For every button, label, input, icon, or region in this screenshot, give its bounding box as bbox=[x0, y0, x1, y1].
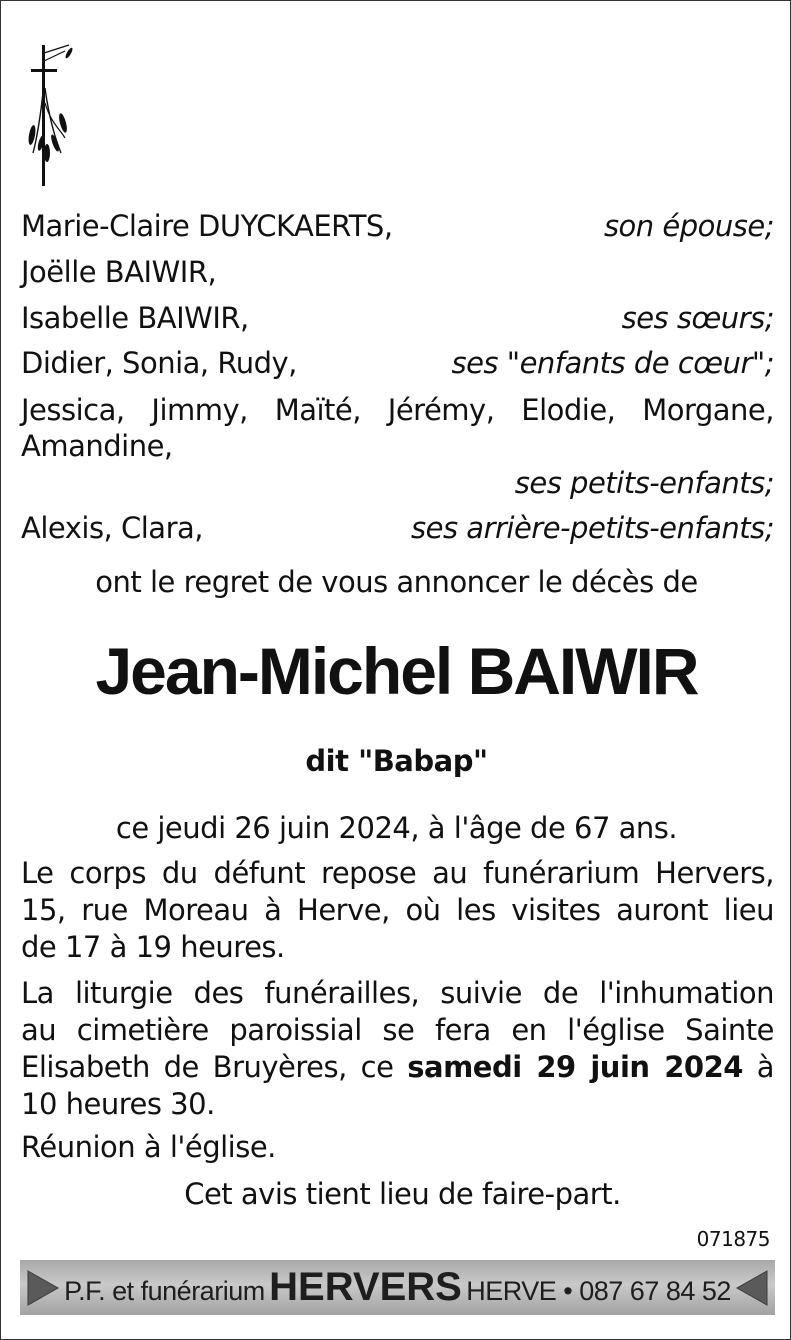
family-relation: ses arrière-petits-enfants; bbox=[411, 511, 774, 545]
family-name: Joëlle BAIWIR, bbox=[21, 255, 217, 289]
notice-text: Cet avis tient lieu de faire-part. bbox=[184, 1177, 621, 1211]
family-relation: ses petits-enfants; bbox=[514, 466, 774, 500]
family-relation: ses "enfants de cœur"; bbox=[451, 346, 774, 380]
funeral-text: à bbox=[756, 1050, 775, 1084]
funeral-home-text bbox=[20, 1265, 775, 1318]
reference-number: 071875 bbox=[696, 1227, 770, 1251]
family-name: Isabelle BAIWIR, bbox=[21, 301, 249, 335]
deceased-name: Jean-Michel BAIWIR bbox=[95, 634, 698, 708]
funeral-line: 10 heures 30. bbox=[21, 1087, 215, 1121]
funeral-line bbox=[21, 1049, 774, 1085]
triangle-left-icon bbox=[735, 1269, 769, 1307]
funeral-home-contact: HERVE • 087 67 84 52 bbox=[466, 1276, 731, 1306]
death-date-line: ce jeudi 26 juin 2024, à l'âge de 67 ans. bbox=[115, 811, 678, 845]
viewing-line: de 17 à 19 heures. bbox=[21, 930, 285, 964]
funeral-home-prefix: P.F. et funérarium bbox=[64, 1276, 265, 1306]
announcement-text: ont le regret de vous annoncer le décès de bbox=[95, 565, 698, 599]
funeral-line: au cimetière paroissial se fera en l'église Sainte bbox=[21, 1013, 774, 1047]
deceased-alias: dit "Babap" bbox=[305, 744, 488, 778]
grandchildren-line: Jessica, Jimmy, Maïté, Jérémy, Elodie, Morgane, bbox=[21, 393, 774, 427]
funeral-date: samedi 29 juin 2024 bbox=[407, 1050, 743, 1084]
cross-with-wheat-icon bbox=[25, 43, 75, 188]
funeral-home-brand: HERVERS bbox=[269, 1265, 462, 1309]
funeral-line: La liturgie des funérailles, suivie de l'inhumation bbox=[21, 976, 774, 1010]
viewing-line: Le corps du défunt repose au funérarium Hervers, bbox=[21, 856, 774, 890]
family-relation: ses sœurs; bbox=[621, 301, 774, 335]
grandchildren-line: Amandine, bbox=[21, 429, 173, 463]
family-name: Marie-Claire DUYCKAERTS, bbox=[21, 209, 393, 243]
family-name: Didier, Sonia, Rudy, bbox=[21, 346, 297, 380]
funeral-home-banner bbox=[20, 1260, 775, 1315]
viewing-line: 15, rue Moreau à Herve, où les visites auront lieu bbox=[21, 893, 774, 927]
funeral-text: Elisabeth de Bruyères, ce bbox=[21, 1050, 394, 1084]
meeting-text: Réunion à l'église. bbox=[21, 1130, 276, 1164]
family-relation: son épouse; bbox=[603, 209, 774, 243]
family-name: Alexis, Clara, bbox=[21, 511, 203, 545]
